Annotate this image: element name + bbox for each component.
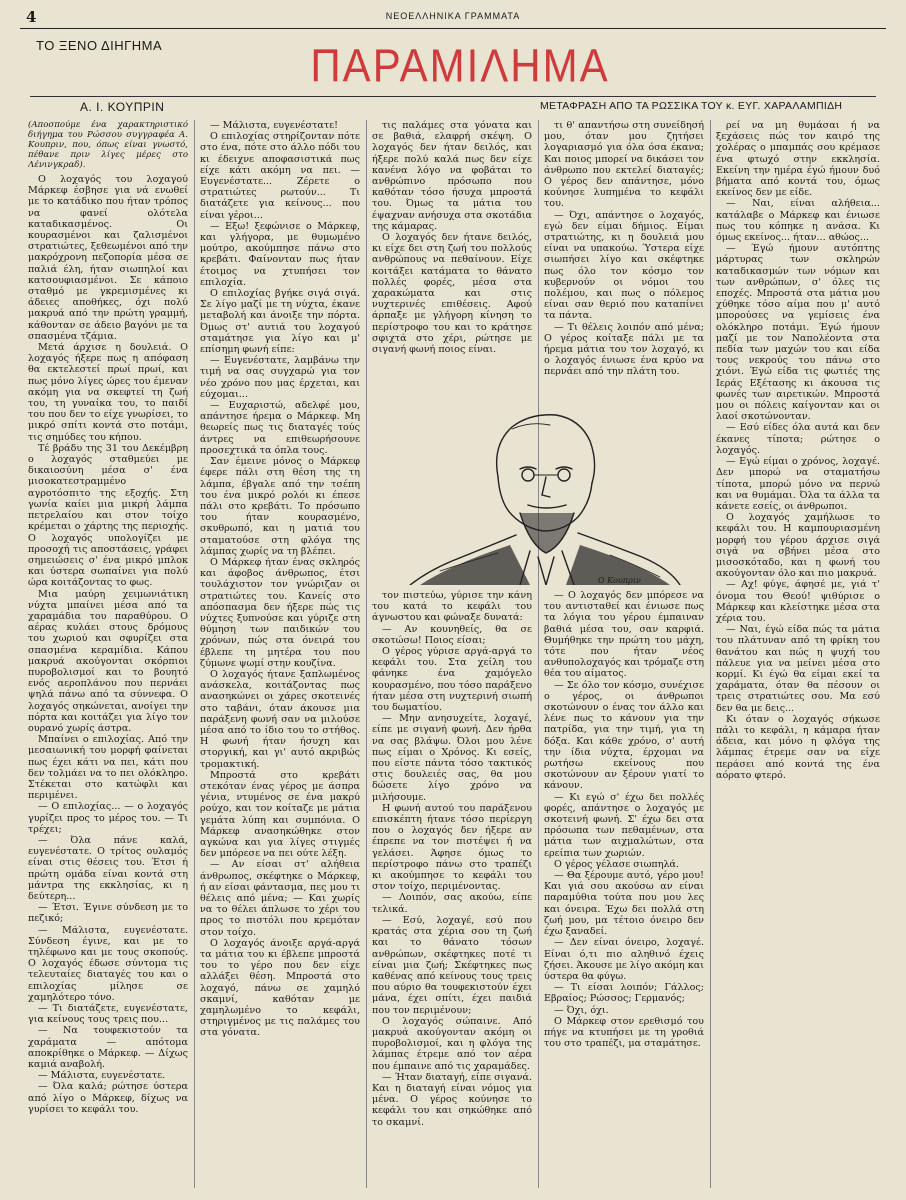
paragraph: Ο επιλοχίας στηρίζονταν πότε στο ένα, πότε στο άλλο πόδι του κι έδειχνε αποφασιστικά πως είχε κάτι ακόμη να πει. — Ευγενέστατε... Ζέρετε ο στρατιώτες ρωτούν... Τι διατάζετε για κείνους... που είναι γέροι... [200,131,360,221]
paragraph: Ο επιλοχίας βγήκε σιγά σιγά. Σε λίγο μαζί με τη νύχτα, έκανε μεταβολή και άνοιξε την πόρτα. Όμως στ' αυτιά του λοχαγού σταμάτησε για λίγο και μ' επίσημη φωνή είπε: [200,288,360,356]
paragraph: τις παλάμες στα γόνατα και σε βαθιά, ελαφρή σκέψη. Ο λοχαγός δεν ήταν δειλός, και ήξερε πολύ καλά πως δεν είχε κανένα λόγο να φοβάται το ανθρώπινο πρόσωπο που καθόταν τόσο ήσυχα μπροστά του. Όμως τα μάτια του έψαχναν ανήσυχα στα σκοτάδια της κάμαρας. [372,120,532,232]
paragraph: — Ήταν διαταγή, είπε σιγανά. Και η διαταγή είναι νόμος για μένα. Ο γέρος κούνησε το κεφάλι του και σηκώθηκε από το σκαμνί. [372,1071,532,1128]
title-rule [30,96,876,97]
column-divider [538,120,539,1188]
running-title: ΝΕΟΕΛΛΗΝΙΚΑ ΓΡΑΜΜΑΤΑ [385,11,521,21]
text-column-3-bottom [372,590,532,1188]
paragraph: Ο λοχαγός του λοχαγού Μάρκεφ έσβησε για νά ενωθεί με το κατάδικο που ήταν τρόπος να φανεί ολότελα καταδικασμένος. Οι κουρασμένοι και ζαλισμένοι στρατιώτες, ξεθεωμένοι από την μακρόχρονη πεζοπορία μέσα σε παλιά έλη, ήταν σιωπηλοί και κατσουφιασμένοι. Σε κάποιο σταθμό με γκρεμισμένες κι άδειες αποθήκες, όχι πολύ μακρυά από την πρώτη γραμμή, κάθονταν σε άδειο βαγόνι με τα σπασμένα τζάμια. [28,174,188,342]
paragraph: — Κι εγώ σ' έχω δει πολλές φορές, απάντησε ο λοχαγός με σκοτεινή φωνή. Σ' έχω δει στα πρόσωπα των πεθαμένων, στα μάτια των αιχμαλώτων, στα ερείπια των χωριών. [544,791,704,859]
paragraph: — Όλα πάνε καλά, ευγενέστατε. Ο τρίτος ουλαμός είναι στις θέσεις του. Έτσι ή πρώτη ομάδα είναι κοντά στη μάντρα της εκκλησίας, κι η δεύτερη... [28,834,188,902]
paragraph: — Λοιπόν, σας ακούω, είπε τελικά. [372,892,532,915]
paragraph: — Μάλιστα, ευγενέστατε. [38,1070,166,1082]
paragraph: — Ευχαριστώ, αδελφέ μου, απάντησε ήρεμα ο Μάρκεφ. Μη θεωρείς πως τις διαταγές τούς άντρες να επιθεωρήσουνε προσεχτικά τα όπλα τους. [200,400,360,456]
paragraph: — Εξω! ξεφώνισε ο Μάρκεφ, και γλήγορα, με θυμωμένο μούτρο, ακούμπησε πάνω στο κρεβάτι. Φαίνονταν πως ήταν έτοιμος να χτυπήσει τον επιλοχία. [200,220,360,288]
paragraph: — Ο επιλοχίας... — ο λοχαγός γυρίζει προς το μέρος του. — Τι τρέχει; [28,801,188,835]
paragraph: — Σε όλο τον κόσμο, συνέχισε ο γέρος, οι άνθρωποι σκοτώνουν ο ένας τον άλλο και λένε πως το κάνουν για την πατρίδα, για την τιμή, για τη δόξα. Και κάθε χρόνο, σ' αυτή την ίδια νύχτα, έρχομαι να ρωτήσω εκείνους που σκοτώνουν αν ξέρουν γιατί το κάνουν. [544,679,704,792]
paragraph: — Αν κουνηθείς, θα σε σκοτώσω! Ποιος είσαι; [372,623,532,646]
paragraph: Ο Μάρκεφ ήταν ένας σκληρός και άφοβος άνθρωπος, έτσι τουλάχιστον τον γνώριζαν οι στρατιώτες του. Κανείς στο απόσπασμα δεν ήξερε πώς τις νύχτες ξυπνούσε και γύριζε στη θύμηση των παιδικών του χρόνων, πώς στα όνειρά του έβλεπε τη μητέρα του που ζύμωνε ψωμί στην κουζίνα. [200,556,360,669]
page-number: 4 [26,8,37,26]
paragraph: — Όλα καλά; ρώτησε ύστερα από λίγο ο Μάρκεφ, δίχως να γυρίσει το κεφάλι του. [28,1081,188,1115]
paragraph: Μια μαύρη χειμωνιάτικη νύχτα μπαίνει μέσα από τα χαραμάδια του παραθύρου. Ο αέρας κυλάει στους δρόμους του χωριού και σφυρίζει στα σπασμένα κεραμίδια. Κάπου μακρυά ακούγονται σκόρπιοι πυροβολισμοί και το βουητό ενός αεροπλάνου που περνάει ψηλά πάνω από τα σύννεφα. Ο λοχαγός σηκώνεται, ανοίγει την πόρτα και κοιτάζει για λίγο τον ουρανό χωρίς άστρα. [28,588,188,734]
paragraph: Ο λοχαγός χαμήλωσε το κεφάλι του. Η καμπουριασμένη μορφή του γέρου άρχισε σιγά σιγά να σβήνει μέσα στο μισοσκόταδο, και η φωνή του ακούγονταν όλο και πιο μακρυά. [716,512,880,580]
paragraph: — Ευγενέστατε, λαμβάνω την τιμή να σας συγχαρώ για τον νέο χρόνο που μας έρχεται, και εύχομαι... [200,355,360,400]
paragraph: Ο λοχαγός άνοιξε αργά-αργά τα μάτια του κι έβλεπε μπροστά του το γέρο που δεν είχε αλλάξει θέση. Μπροστά στο λοχαγό, πάνω σε χαμηλό σκαμνί, καθόταν με χαμηλωμένο το κεφάλι, στηριγμένος με τις παλάμες του στα γόνατα. [200,937,360,1039]
intro-note: (Αποσπούμε ένα χαρακτηριστικό διήγημα του Ρώσσου συγγραφέα Α. Κουπριν, που, όπως είναι γνωστό, πέθανε πριν λίγες μέρες στο Λένινγκραδ). [28,120,188,170]
section-label: ΤΟ ΞΕΝΟ ΔΙΗΓΗΜΑ [36,38,163,53]
paragraph: Ο Μάρκεφ στον ερεθισμό του πήγε να κτυπήσει με τη γροθιά του στο τραπέζι, μα σταμάτησε. [544,1015,704,1050]
paragraph: — Θα ξέρουμε αυτό, γέρο μου! Και γιά σου ακούσω αν είναι παραμύθια τούτα που μου λες και όνειρα. Έχω δει πολλά στη ζωή μου, μα τέτοιο όνειρο δεν έχω ξαναδεί. [544,870,704,938]
paragraph: — Όχι, απάντησε ο λοχαγός, εγώ δεν είμαι δήμιος. Είμαι στρατιώτης, κι η δουλειά μου είναι να υπακούω. Ύστερα είχε σιωπήσει λίγο και σκέφτηκε πως όλο τον κόσμο τον κυβερνούν οι νόμοι του πολέμου, και πως ο πόλεμος είναι σαν θεριό που καταπίνει τα πάντα. [544,209,704,322]
paragraph: — Τι διατάζετε, ευγενέστατε, για κείνους τους τρεις που... [28,1003,188,1026]
paragraph: Η φωνή αυτού του παράξενου επισκέπτη ήτανε τόσο περίεργη που ο λοχαγός δεν ήξερε αν έπρεπε να τον πιστέψει ή να γελάσει. Άφησε όμως το περίστροφο πάνω στο τραπέζι κι ακούμπησε το κεφάλι του στον τοίχο, περιμένοντας. [372,802,532,893]
paragraph: — Όχι, όχι. [554,1004,609,1016]
translator-credit: ΜΕΤΑΦΡΑΣΗ ΑΠΟ ΤΑ ΡΩΣΣΙΚΑ ΤΟΥ κ. ΕΥΓ. ΧΑΡΑΛΑΜΠΙΔΗ [540,100,843,112]
paragraph: ρεί να μη θυμάσαι ή να ξεχάσεις πώς τον καιρό της χολέρας ο μπαμπάς σου κρέμασε ένα φτωχό στην εκκλησία. Εκείνη την ημέρα έγώ ήμουν δυό βήματα από κοντά του, όμως εκείνος δεν με είδε. [716,120,880,199]
paragraph: Ο γέρος γέλασε σιωπηλά. [554,858,680,870]
paragraph: — Τι είσαι λοιπόν; Γάλλος; Εβραίος; Ρώσσος; Γερμανός; [544,982,704,1005]
text-column-3-top [372,120,532,380]
paragraph: Ο λοχαγός σώπαινε. Από μακρυά ακούγονταν ακόμη οι πυροβολισμοί, και η φλόγα της λάμπας έτρεμε από τον αέρα που έμπαινε από τις χαραμάδες. [372,1015,532,1072]
paragraph: — Έτσι. Έγινε σύνδεση με το πεζικό; [28,902,188,925]
author-name: Α. Ι. ΚΟΥΠΡΙΝ [80,100,165,114]
text-column-2 [200,120,360,1188]
paragraph: — Έγώ ήμουν αυτόπτης μάρτυρας των σκληρών καταδικασμών των νόμων και των ανθρώπων, σ' όλες τις εποχές. Μπροστά στα μάτια μου χύθηκε τόσο αίμα που μ' αυτό μπορούσες να γεμίσεις ένα ολόκληρο ποτάμι. Έγώ ήμουν μαζί με τον Ναπολέοντα στα πεδία των μαχών του και είδα τους νεκρούς του πάνω στο χιόνι. Έγώ είδα τις φωτιές της Ιεράς Εξέτασης κι άκουσα τις φωνές των αιρετικών. Μπροστά μου οι πόλεις καίγονταν και οι λαοί σκοτώνονταν. [716,243,880,423]
paragraph: Τέ βράδυ της 31 του Δεκέμβρη ο λοχαγός σταθμεύει με δικαιοσύνη μέσα σ' ένα μισοκατεστραμμένο αγροτόσπιτο της εξοχής. Στη γωνία καίει μια μικρή λάμπα πετρελαίου και στον τοίχο κρέμεται ο χάρτης της περιοχής. Ο λοχαγός υπολογίζει με προσοχή τις αποστάσεις, γράφει σημειώσεις σ' ένα μικρό μπλοκ και ύστερα σωπαίνει για πολύ ώρα κοιτάζοντας το φως. [28,442,188,589]
paragraph: — Μην ανησυχείτε, λοχαγέ, είπε με σιγανή φωνή. Δεν ήρθα να σας βλάψω. Όλοι μου λένε πως είμαι ο Χρόνος. Κι εσείς, που είστε πάντα τόσο τακτικός στις δουλειές σας, θα μου δώσετε λίγο χρόνο να μιλήσουμε. [372,713,532,803]
paragraph: — Αχ! φύγε, άφησέ με, γιά τ' όνομα του Θεού! ψιθύρισε ο Μάρκεφ και κλείστηκε μέσα στα χέρια του. [716,579,880,624]
column-divider [366,120,367,1188]
paragraph: — Μάλιστα, ευγενέστατε! [210,120,338,131]
page-header [20,8,886,29]
paragraph: Μπαίνει ο επιλοχίας. Από την μεσαιωνική του μορφή φαίνεται πως έχει κάτι να πει, κάτι που δεν τολμάει να το πει ολόκληρο. Στέκεται στο κατώφλι και περιμένει. [28,734,188,802]
paragraph: — Μάλιστα, ευγενέστατε. Σύνδεση έγινε, και με το τηλέφωνο και με τους σκοπούς. Ο λοχαγός έδωσε σύντομα τις τελευταίες διαταγές του και ο επιλοχίας μίλησε σε χαμηλότερο τόνο. [28,924,188,1003]
paragraph: — Ο λοχαγός δεν μπόρεσε να του αντισταθεί και ένιωσε πως τα λόγια του γέρου έμπαιναν βαθιά μέσα του, σαν καρφιά. Θυμήθηκε την πρώτη του μάχη, τότε που ήταν νέος ανθυπολοχαγός και τρόμαζε στη θέα του αίματος. [544,590,704,680]
paragraph: — Ναι, είναι αλήθεια... κατάλαβε ο Μάρκεφ και ένιωσε πως του κόπηκε η ανάσα. Κι όμως εκείνος... ήταν... αθώος... [716,198,880,244]
paragraph: — Εσύ, λοχαγέ, εσύ που κρατάς στα χέρια σου τη ζωή και το θάνατο τόσων ανθρώπων, σκέφτηκες ποτέ τι είναι μια ζωή; Σκέφτηκες πως καθένας από κείνους τους τρεις που αύριο θα τουφεκιστούν έχει μάνα, έχει σπίτι, έχει παιδιά που τον περιμένουν; [372,914,532,1016]
paragraph: Ο γέρος γύρισε αργά-αργά το κεφάλι του. Στα χείλη του φάνηκε ένα χαμόγελο κουρασμένο, που τόσο παράξενο ήταν μέσα στη νυχτερινή σιωπή του δωματίου. [372,646,532,714]
paragraph: Μπροστά στο κρεβάτι στεκόταν ένας γέρος με άσπρα γένια, ντυμένος σε ένα μακρύ ρούχο, και τον κοίταζε με μάτια γεμάτα λύπη και συμπόνια. Ο Μάρκεφ ανασηκώθηκε στον αγκώνα και για λίγες στιγμές δεν μπόρεσε να πει ούτε λέξη. [200,769,360,860]
portrait-caption: Ο Κουπριν [598,576,641,585]
paragraph: — Ναι, έγώ είδα πώς τα μάτια του πλάτυναν από τη φρίκη του θανάτου και πώς η ψυχή του πάλευε για να μείνει μέσα στο κορμί. Κι έγώ θα είμαι εκεί τα χαράματα, όταν θα πέσουν οι τρεις στρατιώτες σου. Μα εσύ δεν θα με δεις... [716,624,880,714]
paragraph: — Εσύ είδες όλα αυτά και δεν έκανες τίποτα; ρώτησε ο λοχαγός. [716,422,880,456]
column-divider [710,120,711,1188]
paragraph: — Τι θέλεις λοιπόν από μένα; Ο γέρος κοίταξε πάλι με τα ήρεμα μάτια του τον λοχαγό, κι ο λοχαγός ένιωσε ένα κρύο να περνάει από την πλάτη του. [544,321,704,378]
paragraph: Ο λοχαγός ήτανε ξαπλωμένος ανάσκελα, κοιτάζοντας πως ανασηκώνει οι χάρες σκοτεινές στο ταβάνι, όταν άκουσε μια παράξενη φωνή σαν να μιλούσε μέσα από το ίδιο του το στήθος. Η φωνή ήταν ήσυχη και στοργική, και γι' αυτό ακριβώς τρομακτική. [200,668,360,770]
column-divider [194,120,195,1188]
paragraph: τον πιστεύω, γύρισε την κάνη του κατά το κεφάλι του άγνωστου και φώναξε δυνατά: [372,590,532,624]
paragraph: Μετά άρχισε η δουλειά. Ο λοχαγός ήξερε πως η απόφαση θα εκτελεστεί πρωί πρωί, και πως μόνο λίγες ώρες του έμεναν ακόμη για να σκεφτεί τη ζωή του, τη γυναίκα του, το παιδί του που δεν το είχε γνωρίσει, το μικρό σπίτι κοντά στο ποτάμι, τις σημύδες του κήπου. [28,342,188,443]
text-column-4-bottom [544,590,704,1188]
author-portrait [380,385,700,585]
paragraph: — Δεν είναι όνειρο, λοχαγέ. Είναι ό,τι πιο αληθινό έχεις ζήσει. Άκουσε με λίγο ακόμη και ύστερα θα φύγω. [544,937,704,982]
paragraph: Κι όταν ο λοχαγός σήκωσε πάλι το κεφάλι, η κάμαρα ήταν άδεια, και μόνο η φλόγα της λάμπας έτρεμε σαν να είχε περάσει από κοντά της ένα αόρατο φτερό. [716,713,880,781]
paragraph: τι θ' απαντήσω στη συνείδησή μου, όταν μου ζητήσει λογαριασμό για όλα όσα έκανα; Και ποιος μπορεί να δικάσει τον άνθρωπο που εκτελεί διαταγές; Ο γέρος δεν απάντησε, μόνο κούνησε λυπημένα το κεφάλι του. [544,120,704,210]
paragraph: — Να τουφεκιστούν τα χαράματα — απότομα αποκρίθηκε ο Μάρκεφ. — Δίχως καμιά αναβολή. [28,1025,188,1071]
paragraph: Σαν έμεινε μόνος ο Μάρκεφ έφερε πάλι στη θέση της τη λάμπα, έβγαλε από την τσέπη του ένα μικρό ρολόι κι έπεσε πάλι στο κρεβάτι. Το πρόσωπο του ήταν κουρασμένο, σκυθρωπό, και η ματιά του σταματούσε στη φλόγα της λάμπας χωρίς να τη βλέπει. [200,456,360,557]
text-column-4-top [544,120,704,380]
paragraph: — Αν είσαι στ' αλήθεια άνθρωπος, σκέφτηκε ο Μάρκεφ, ή αν είσαι φάντασμα, πες μου τι θέλεις από μένα; — Και χωρίς να το θέλει άπλωσε το χέρι του προς το πιστόλι που κρεμόταν στον τοίχο. [200,859,360,938]
paragraph: Ο λοχαγός δεν ήτανε δειλός, κι είχε δει στη ζωή του πολλούς ανθρώπους να πεθαίνουν. Είχε κοιτάξει κατάματα το θάνατο πολλές φορές, μέσα στα χαρακώματα και στις νυχτερινές επιθέσεις. Αφού άρπαξε με γλήγορη κίνηση το περίστροφο του και το κράτησε σφιχτά στο χέρι, ρώτησε με σιγανή φωνή ποιος είναι. [372,232,532,356]
paragraph: — Εγώ είμαι ο χρόνος, λοχαγέ. Δεν μπορώ να σταματήσω τίποτα, μπορώ μόνο να περνώ και να θυμάμαι. Όλα τα άλλα τα κάνετε εσείς, οι άνθρωποι. [716,456,880,512]
story-title: ΠΑΡΑΜΙΛΗΜΑ [310,39,610,92]
text-column-5 [716,120,880,1188]
text-column-1 [28,120,188,1188]
